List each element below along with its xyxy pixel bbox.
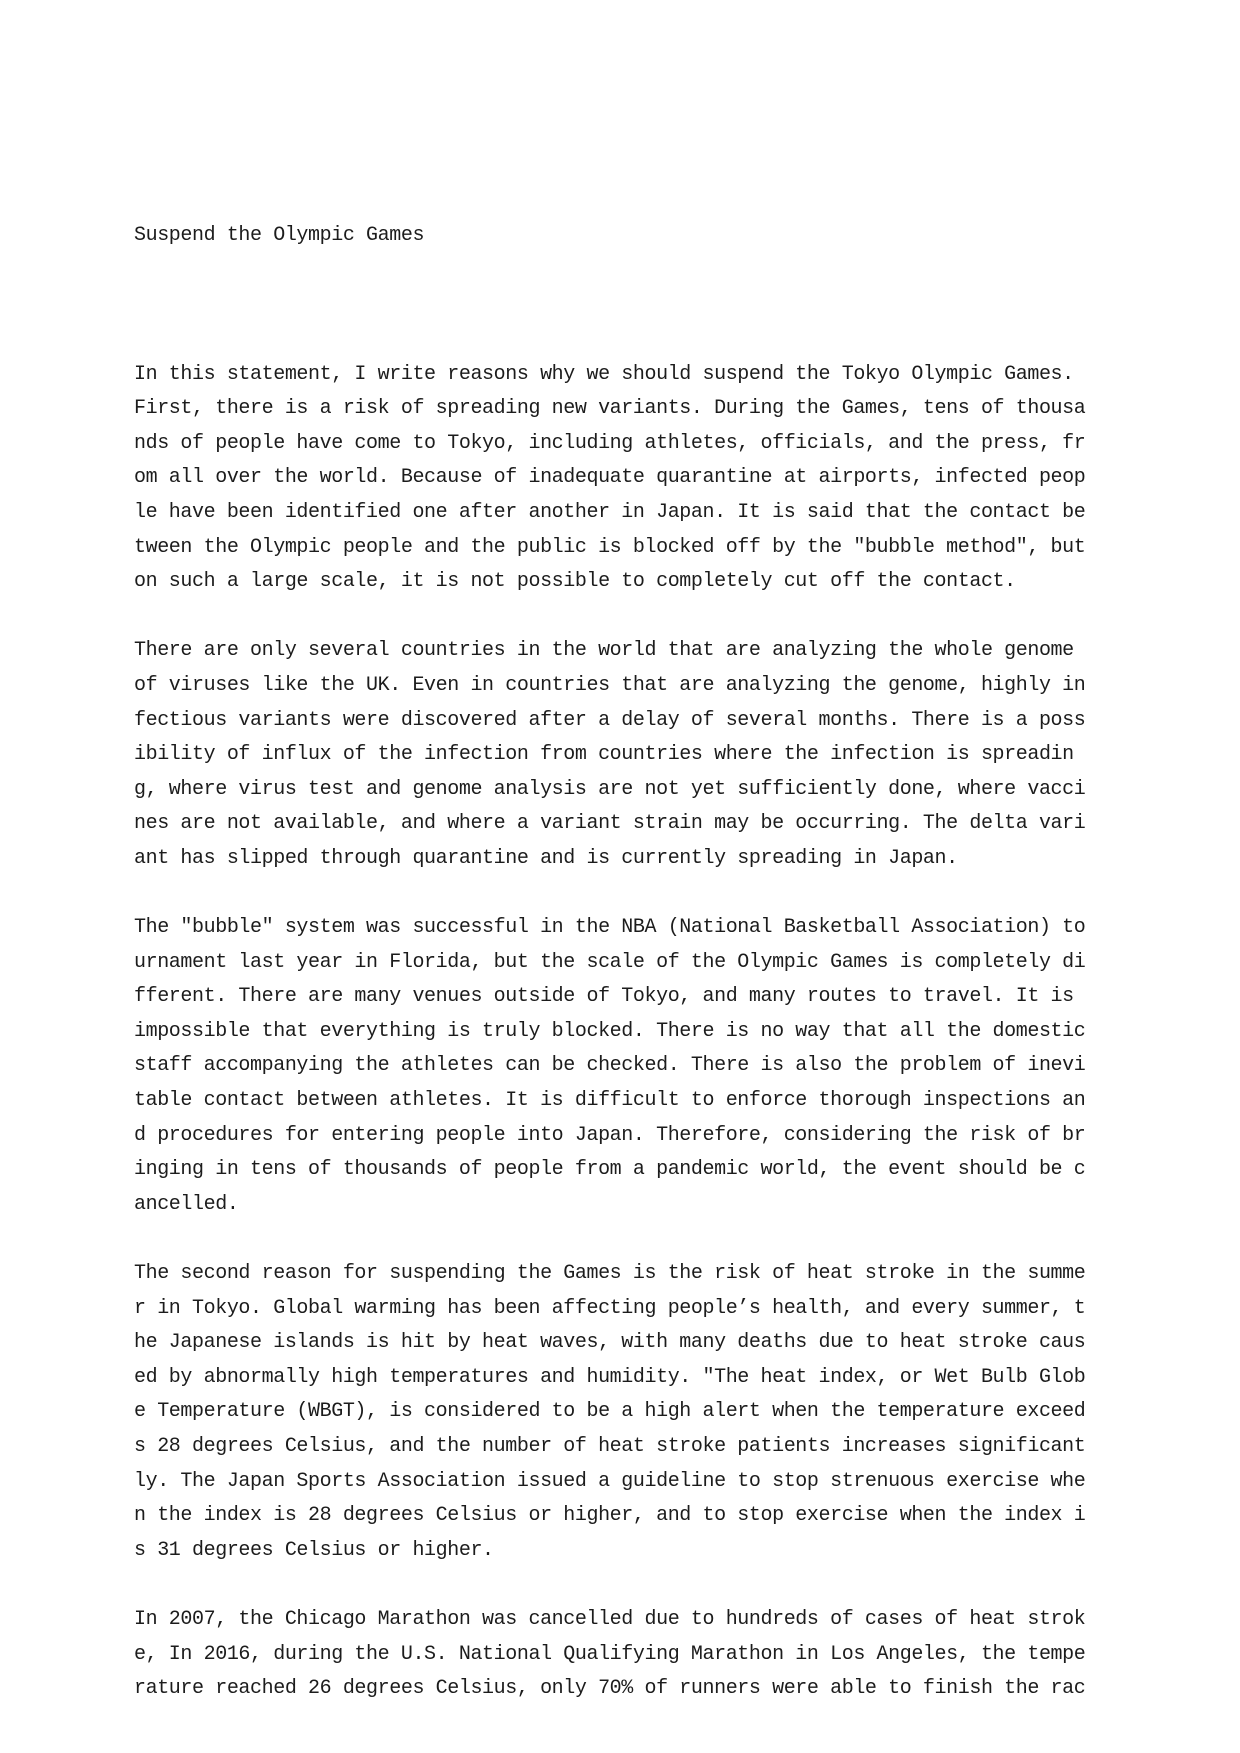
text-line: nes are not available, and where a variant strain may be occurring. The delta vari <box>134 812 1086 836</box>
text-line: staff accompanying the athletes can be checked. There is also the problem of inevi <box>134 1054 1086 1078</box>
text-line: ed by abnormally high temperatures and humidity. ″The heat index, or Wet Bulb Glob <box>134 1365 1086 1389</box>
text-line: nds of people have come to Tokyo, including athletes, officials, and the press, fr <box>134 431 1086 455</box>
text-line: g, where virus test and genome analysis are not yet sufficiently done, where vacci <box>134 777 1086 801</box>
text-line: he Japanese islands is hit by heat waves, with many deaths due to heat stroke caus <box>134 1331 1086 1355</box>
text-line: le have been identified one after another in Japan. It is said that the contact be <box>134 500 1086 524</box>
document-title: Suspend the Olympic Games <box>134 224 425 248</box>
document-body <box>134 358 1114 1707</box>
text-line: There are only several countries in the world that are analyzing the whole genome <box>134 639 1074 663</box>
text-line: impossible that everything is truly blocked. There is no way that all the domestic <box>134 1019 1086 1043</box>
text-line: ancelled. <box>134 1192 239 1216</box>
text-line: In 2007, the Chicago Marathon was cancelled due to hundreds of cases of heat strok <box>134 1607 1086 1631</box>
paragraph <box>134 634 1114 876</box>
text-line: The second reason for suspending the Games is the risk of heat stroke in the summe <box>134 1262 1086 1285</box>
text-line: n the index is 28 degrees Celsius or higher, and to stop exercise when the index i <box>134 1504 1086 1528</box>
text-line: rature reached 26 degrees Celsius, only 70% of runners were able to finish the rac <box>134 1677 1086 1701</box>
paragraph <box>134 358 1114 600</box>
text-line: om all over the world. Because of inadequate quarantine at airports, infected peop <box>134 466 1086 490</box>
text-line: inging in tens of thousands of people from a pandemic world, the event should be c <box>134 1158 1086 1182</box>
text-line: The ″bubble″ system was successful in the NBA (National Basketball Association) to <box>134 916 1086 940</box>
text-line: of viruses like the UK. Even in countries that are analyzing the genome, highly in <box>134 673 1086 697</box>
text-line: s 31 degrees Celsius or higher. <box>134 1538 494 1562</box>
paragraph <box>134 1603 1114 1707</box>
text-line: First, there is a risk of spreading new variants. During the Games, tens of thousa <box>134 397 1086 421</box>
text-line: e, In 2016, during the U.S. National Qualifying Marathon in Los Angeles, the tempe <box>134 1642 1086 1666</box>
paragraph <box>134 1257 1114 1568</box>
text-line: r in Tokyo. Global warming has been affecting people’s health, and every summer, t <box>134 1296 1086 1320</box>
text-line: urnament last year in Florida, but the scale of the Olympic Games is completely di <box>134 950 1086 974</box>
text-line: tween the Olympic people and the public is blocked off by the ″bubble method″, but <box>134 535 1086 559</box>
text-line: ant has slipped through quarantine and is currently spreading in Japan. <box>134 846 958 870</box>
text-line: s 28 degrees Celsius, and the number of heat stroke patients increases significant <box>134 1434 1086 1458</box>
text-line: on such a large scale, it is not possible to completely cut off the contact. <box>134 570 1016 594</box>
text-line: d procedures for entering people into Japan. Therefore, considering the risk of br <box>134 1123 1086 1147</box>
text-line: fferent. There are many venues outside of Tokyo, and many routes to travel. It is <box>134 985 1074 1009</box>
text-line: ly. The Japan Sports Association issued a guideline to stop strenuous exercise whe <box>134 1469 1086 1493</box>
paragraph <box>134 911 1114 1222</box>
document-text-block <box>134 150 1114 1753</box>
text-line: table contact between athletes. It is difficult to enforce thorough inspections an <box>134 1089 1086 1113</box>
text-line: ibility of influx of the infection from countries where the infection is spreadin <box>134 743 1074 767</box>
text-line: In this statement, I write reasons why we should suspend the Tokyo Olympic Games. <box>134 362 1074 386</box>
text-line: fectious variants were discovered after a delay of several months. There is a poss <box>134 708 1086 732</box>
text-line: e Temperature (WBGT), is considered to be a high alert when the temperature exceed <box>134 1400 1086 1424</box>
